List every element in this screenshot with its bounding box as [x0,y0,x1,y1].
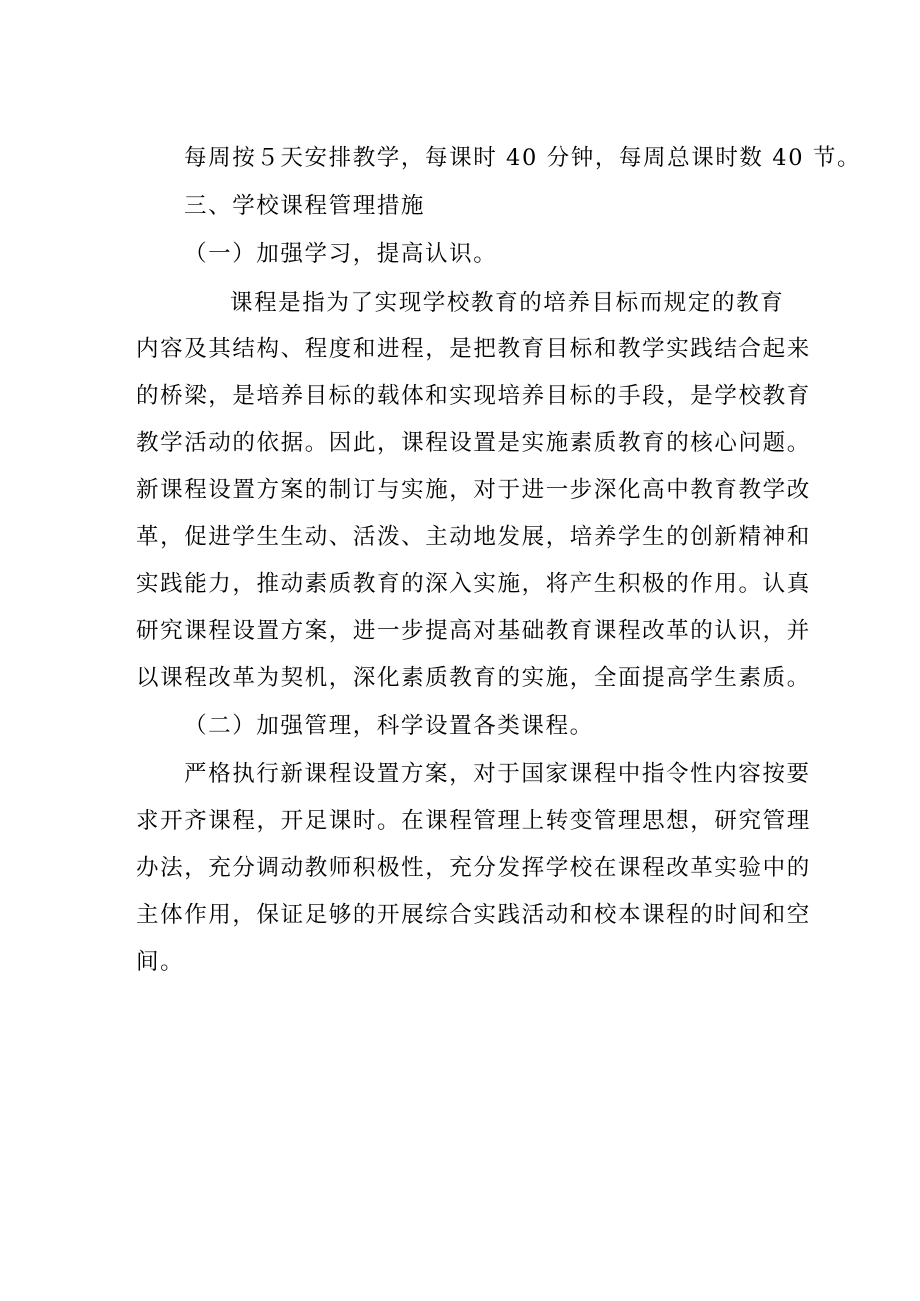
text-line-14: 严格执行新课程设置方案，对于国家课程中指令性内容按要 [184,761,811,787]
text-line-18: 间。 [136,949,185,975]
text-line-11: 研究课程设置方案，进一步提高对基础教育课程改革的认识，并 [136,618,811,644]
text-line-17: 主体作用，保证足够的开展综合实践活动和校本课程的时间和空 [136,902,811,928]
text-line-12: 以课程改革为契机，深化素质教育的实施，全面提高学生素质。 [136,665,811,691]
text-line-15: 求开齐课程，开足课时。在课程管理上转变管理思想，研究管理 [136,808,811,834]
section-heading: 三、学校课程管理措施 [184,193,426,219]
text-line-16: 办法，充分调动教师积极性，充分发挥学校在课程改革实验中的 [136,855,811,881]
text-line-6: 的桥梁，是培养目标的载体和实现培养目标的手段，是学校教育 [136,383,811,409]
subsection-heading-1: （一）加强学习，提高认识。 [184,241,498,267]
subsection-heading-2: （二）加强管理，科学设置各类课程。 [184,713,594,739]
text-line-7: 教学活动的依据。因此，课程设置是实施素质教育的核心问题。 [136,430,811,456]
text-line-1: 每周按５天安排教学，每课时 40 分钟，每周总课时数 40 节。 [184,145,862,171]
text-line-5: 内容及其结构、程度和进程，是把教育目标和教学实践结合起来 [136,336,811,362]
text-line-4: 课程是指为了实现学校教育的培养目标而规定的教育 [230,290,785,316]
text-line-9: 革，促进学生生动、活泼、主动地发展，培养学生的创新精神和 [136,524,811,550]
text-line-8: 新课程设置方案的制订与实施，对于进一步深化高中教育教学改 [136,477,811,503]
text-line-10: 实践能力，推动素质教育的深入实施，将产生积极的作用。认真 [136,571,811,597]
